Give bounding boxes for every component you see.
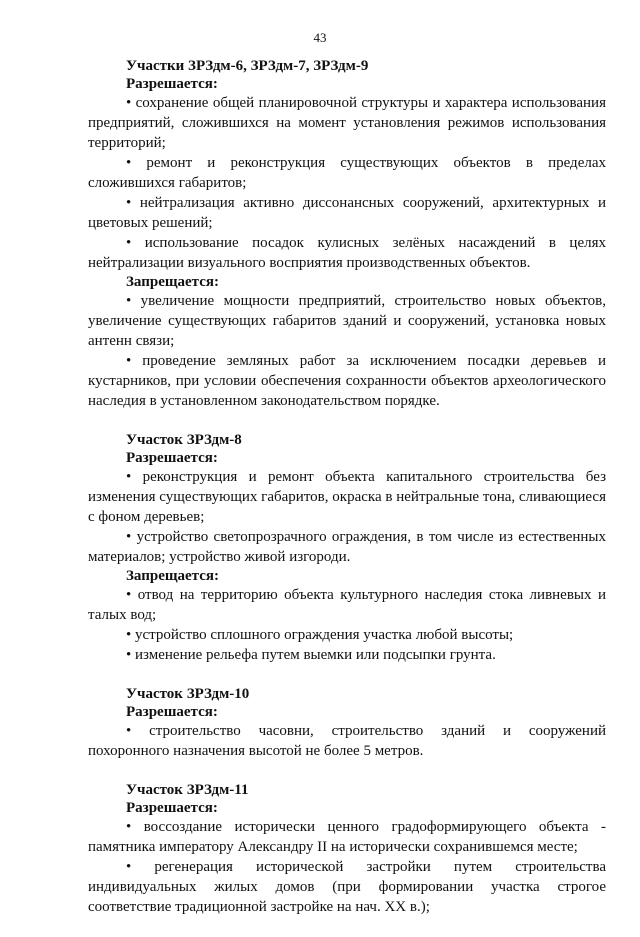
list-item: • использование посадок кулисных зелёных насаждений в целях нейтрализации визуального восприятия производственных объектов. bbox=[88, 235, 606, 271]
list-item: • увеличение мощности предприятий, строительство новых объектов, увеличение существующих габаритов зданий и сооружений, установка новых антенн связи; bbox=[88, 293, 606, 349]
list-item: • регенерация исторической застройки путем строительства индивидуальных жилых домов (при формировании участка строгое соответствие традиционной застройке на нач. XX в.); bbox=[88, 859, 606, 915]
group-label: Запрещается: bbox=[126, 568, 220, 584]
page-number: 43 bbox=[313, 30, 327, 45]
group-label: Запрещается: bbox=[126, 274, 220, 290]
list-item: • строительство часовни, строительство зданий и сооружений похоронного назначения высотой не более 5 метров. bbox=[88, 723, 606, 759]
section-title: Участок ЗРЗдм-10 bbox=[126, 686, 250, 702]
document-body bbox=[88, 57, 606, 937]
list-item: • устройство светопрозрачного ограждения, в том числе из естественных материалов; устройство живой изгороди. bbox=[88, 529, 606, 565]
list-item: • изменение рельефа путем выемки или подсыпки грунта. bbox=[126, 647, 496, 663]
list-item: • сохранение общей планировочной структуры и характера использования предприятий, сложившихся на момент установления режимов использования территорий; bbox=[88, 95, 606, 151]
section bbox=[88, 781, 606, 917]
list-item: • реконструкция и ремонт объекта капитального строительства без изменения существующих габаритов, окраска в нейтральные тона, сливающиеся с фоном деревьев; bbox=[88, 469, 606, 525]
list-item: • ремонт и реконструкция существующих объектов в пределах сложившихся габаритов; bbox=[88, 155, 606, 191]
section-title: Участок ЗРЗдм-8 bbox=[126, 432, 242, 448]
group-label: Разрешается: bbox=[126, 450, 218, 466]
section-title: Участки ЗРЗдм-6, ЗРЗдм-7, ЗРЗдм-9 bbox=[126, 58, 369, 74]
list-item: • устройство сплошного ограждения участка любой высоты; bbox=[126, 627, 514, 643]
group-label: Разрешается: bbox=[126, 76, 218, 92]
list-item: • воссоздание исторически ценного градоформирующего объекта - памятника императору Александру II на исторически сохранившемся месте; bbox=[88, 819, 606, 855]
group-label: Разрешается: bbox=[126, 800, 218, 816]
group-label: Разрешается: bbox=[126, 704, 218, 720]
section bbox=[88, 431, 606, 665]
section bbox=[88, 57, 606, 411]
list-item: • проведение земляных работ за исключением посадки деревьев и кустарников, при условии обеспечения сохранности объектов археологического наследия в установленном законодательством порядке. bbox=[88, 353, 606, 409]
section-title: Участок ЗРЗдм-11 bbox=[126, 782, 249, 798]
section bbox=[88, 685, 606, 761]
list-item: • отвод на территорию объекта культурного наследия стока ливневых и талых вод; bbox=[88, 587, 606, 623]
list-item: • нейтрализация активно диссонансных сооружений, архитектурных и цветовых решений; bbox=[88, 195, 606, 231]
